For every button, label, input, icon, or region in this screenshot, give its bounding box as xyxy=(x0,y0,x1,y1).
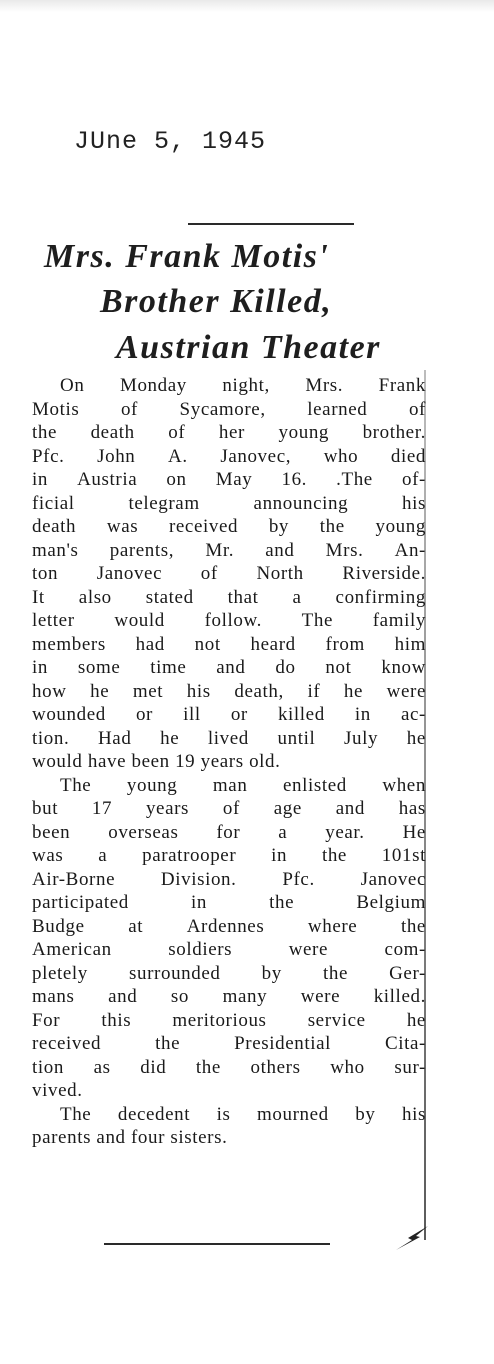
headline-line-3: Austrian Theater xyxy=(116,329,381,366)
article-line: ficial telegram announcing his xyxy=(32,492,426,514)
article-line: received the Presidential Cita- xyxy=(32,1033,426,1054)
article-line: members had not heard from him xyxy=(32,633,426,655)
bottom-rule xyxy=(104,1243,330,1245)
article-line: was a paratrooper in the 101st xyxy=(32,845,426,866)
article-line: would have been 19 years old. xyxy=(32,751,281,772)
article-line: the death of her young brother. xyxy=(32,422,426,443)
clipping-date: JUne 5, 1945 xyxy=(74,127,267,156)
article-line: death was received by the young xyxy=(32,516,426,537)
article-line: Air-Borne Division. Pfc. Janovec xyxy=(32,868,426,890)
article-line: mans and so many were killed. xyxy=(32,986,426,1007)
article-line: The young man enlisted when xyxy=(60,774,426,796)
article-line: The decedent is mourned by his xyxy=(60,1103,426,1125)
article-line: pletely surrounded by the Ger- xyxy=(32,962,426,984)
article-line: tion as did the others who sur- xyxy=(32,1056,426,1078)
article-line: parents and four sisters. xyxy=(32,1127,228,1148)
headline-line-2: Brother Killed, xyxy=(100,283,333,320)
article-line: wounded or ill or killed in ac- xyxy=(32,704,426,725)
scan-edge xyxy=(0,0,494,12)
article-line: been overseas for a year. He xyxy=(32,821,426,843)
article-line: man's parents, Mr. and Mrs. An- xyxy=(32,539,426,561)
article-line: letter would follow. The family xyxy=(32,610,426,631)
top-rule xyxy=(188,223,354,225)
article-line: Pfc. John A. Janovec, who died xyxy=(32,445,426,467)
article-line: On Monday night, Mrs. Frank xyxy=(60,375,426,396)
article-line: ton Janovec of North Riverside. xyxy=(32,563,426,584)
article-line: For this meritorious service he xyxy=(32,1009,426,1031)
article-line: vived. xyxy=(32,1080,83,1101)
article-line: tion. Had he lived until July he xyxy=(32,727,426,749)
article-body xyxy=(32,374,426,1150)
article-line: how he met his death, if he were xyxy=(32,680,426,702)
article-line: American soldiers were com- xyxy=(32,939,426,960)
article-line: It also stated that a confirming xyxy=(32,586,426,608)
pen-mark xyxy=(394,1222,430,1252)
headline-line-1: Mrs. Frank Motis' xyxy=(44,238,330,275)
article-line: but 17 years of age and has xyxy=(32,798,426,819)
article-line: participated in the Belgium xyxy=(32,892,426,913)
article-line: Budge at Ardennes where the xyxy=(32,915,426,937)
article-line: in Austria on May 16. .The of- xyxy=(32,469,426,490)
article-line: Motis of Sycamore, learned of xyxy=(32,398,426,420)
article-line: in some time and do not know xyxy=(32,657,426,678)
